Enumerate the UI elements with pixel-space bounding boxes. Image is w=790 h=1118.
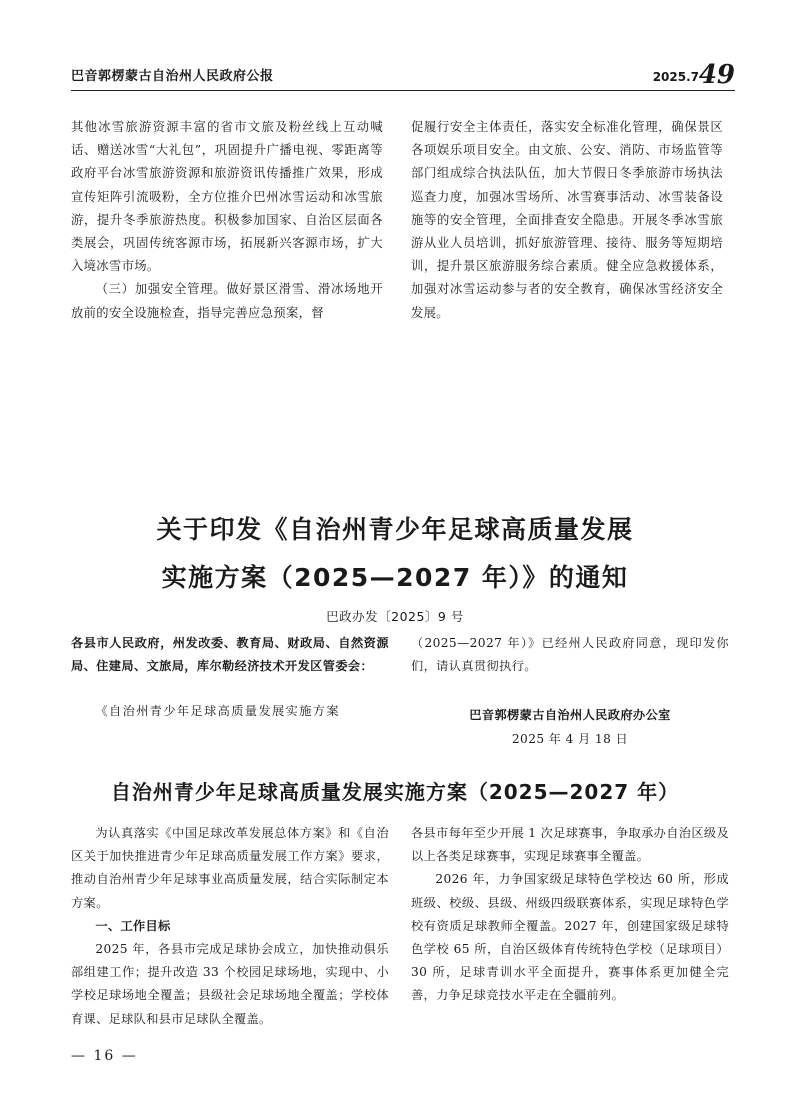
footer-page-number: — 16 — (71, 1048, 138, 1064)
header-page-number: 49 (698, 60, 735, 90)
notice-title-line1: 关于印发《自治州青少年足球高质量发展 (156, 515, 634, 544)
bottom-right-column (411, 822, 729, 1008)
top-right-column (411, 116, 723, 325)
document-number: 巴政办发〔2025〕9 号 (326, 609, 464, 624)
paragraph-goals-2026-2027: 2026 年，力争国家级足球特色学校达 60 所，形成班级、校级、县级、州级四级联赛体系，实现足球特色学校有资质足球教师全覆盖。2027 年，创建国家级足球特色学校 65 所，自治区级体育传统特色学校（足球项目）30 所，足球青训水平全面提升，赛事体系更加健全完善，力争足球竞技水平走在全疆前列。 (411, 872, 729, 1003)
notice-title (60, 506, 730, 602)
paragraph-tourism-promotion: 其他冰雪旅游资源丰富的省市文旅及粉丝线上互动喊话、赠送冰雪“大礼包”，巩固提升广播电视、零距离等政府平台冰雪旅游资源和旅游资讯传播推广效果，形成宣传矩阵引流吸粉，全方位推介巴州冰雪运动和冰雪旅游，提升冬季旅游热度。积极参加国家、自治区层面各类展会，巩固传统客源市场，拓展新兴客源市场，扩大入境冰雪市场。 (71, 120, 383, 274)
issue-date: 2025 年 4 月 18 日 (511, 732, 629, 746)
paragraph-goals-2025: 2025 年，各县市完成足球协会成立，加快推动俱乐部组建工作；提升改造 33 个校园足球场地，实现中、小学校足球场地全覆盖；县级社会足球场地全覆盖；学校体育课、足球队和县市足球队全覆盖。 (71, 942, 389, 1026)
notice-body-right: （2025—2027 年）》已经州人民政府同意，现印发你们，请认真贯彻执行。 (411, 636, 729, 673)
paragraph-goals-continued: 各县市每年至少开展 1 次足球赛事，争取承办自治区级及以上各类足球赛事，实现足球赛事全覆盖。 (411, 826, 729, 864)
issuing-office: 巴音郭楞蒙古自治州人民政府办公室 (469, 708, 671, 722)
notice-recipients: 各县市人民政府，州发改委、教育局、财政局、自然资源局、住建局、文旅局，库尔勒经济技术开发区管委会： (71, 636, 389, 673)
section-heading-goals: 一、工作目标 (95, 918, 171, 933)
publication-title: 巴音郭楞蒙古自治州人民政府公报 (71, 69, 274, 84)
plan-title: 自治州青少年足球高质量发展实施方案（2025—2027 年） (110, 780, 680, 804)
notice-body-left: 《自治州青少年足球高质量发展实施方案 (95, 704, 340, 718)
bottom-left-column (71, 822, 389, 1031)
plan-intro: 为认真落实《中国足球改革发展总体方案》和《自治区关于加快推进青少年足球高质量发展工作方案》要求，推动自治州青少年足球事业高质量发展，结合实际制定本方案。 (71, 826, 389, 910)
top-left-column (71, 116, 383, 325)
page-header (71, 60, 735, 91)
paragraph-safety-management: （三）加强安全管理。做好景区滑雪、滑冰场地开放前的安全设施检查，指导完善应急预案，督 (71, 282, 383, 320)
paragraph-safety-continued: 促履行安全主体责任，落实安全标准化管理，确保景区各项娱乐项目安全。由文旅、公安、消防、市场监管等部门组成综合执法队伍，加大节假日冬季旅游市场执法巡查力度，加强冰雪场所、冰雪赛事活动、冰雪装备设施等的安全管理，全面排查安全隐患。开展冬季冰雪旅游从业人员培训，抓好旅游管理、接待、服务等短期培训，提升景区旅游服务综合素质。健全应急救援体系，加强对冰雪运动参与者的安全教育，确保冰雪经济安全发展。 (411, 120, 723, 320)
issue-number: 2025.7 (652, 70, 699, 84)
notice-title-line2: 实施方案（2025—2027 年）》的通知 (161, 563, 629, 592)
